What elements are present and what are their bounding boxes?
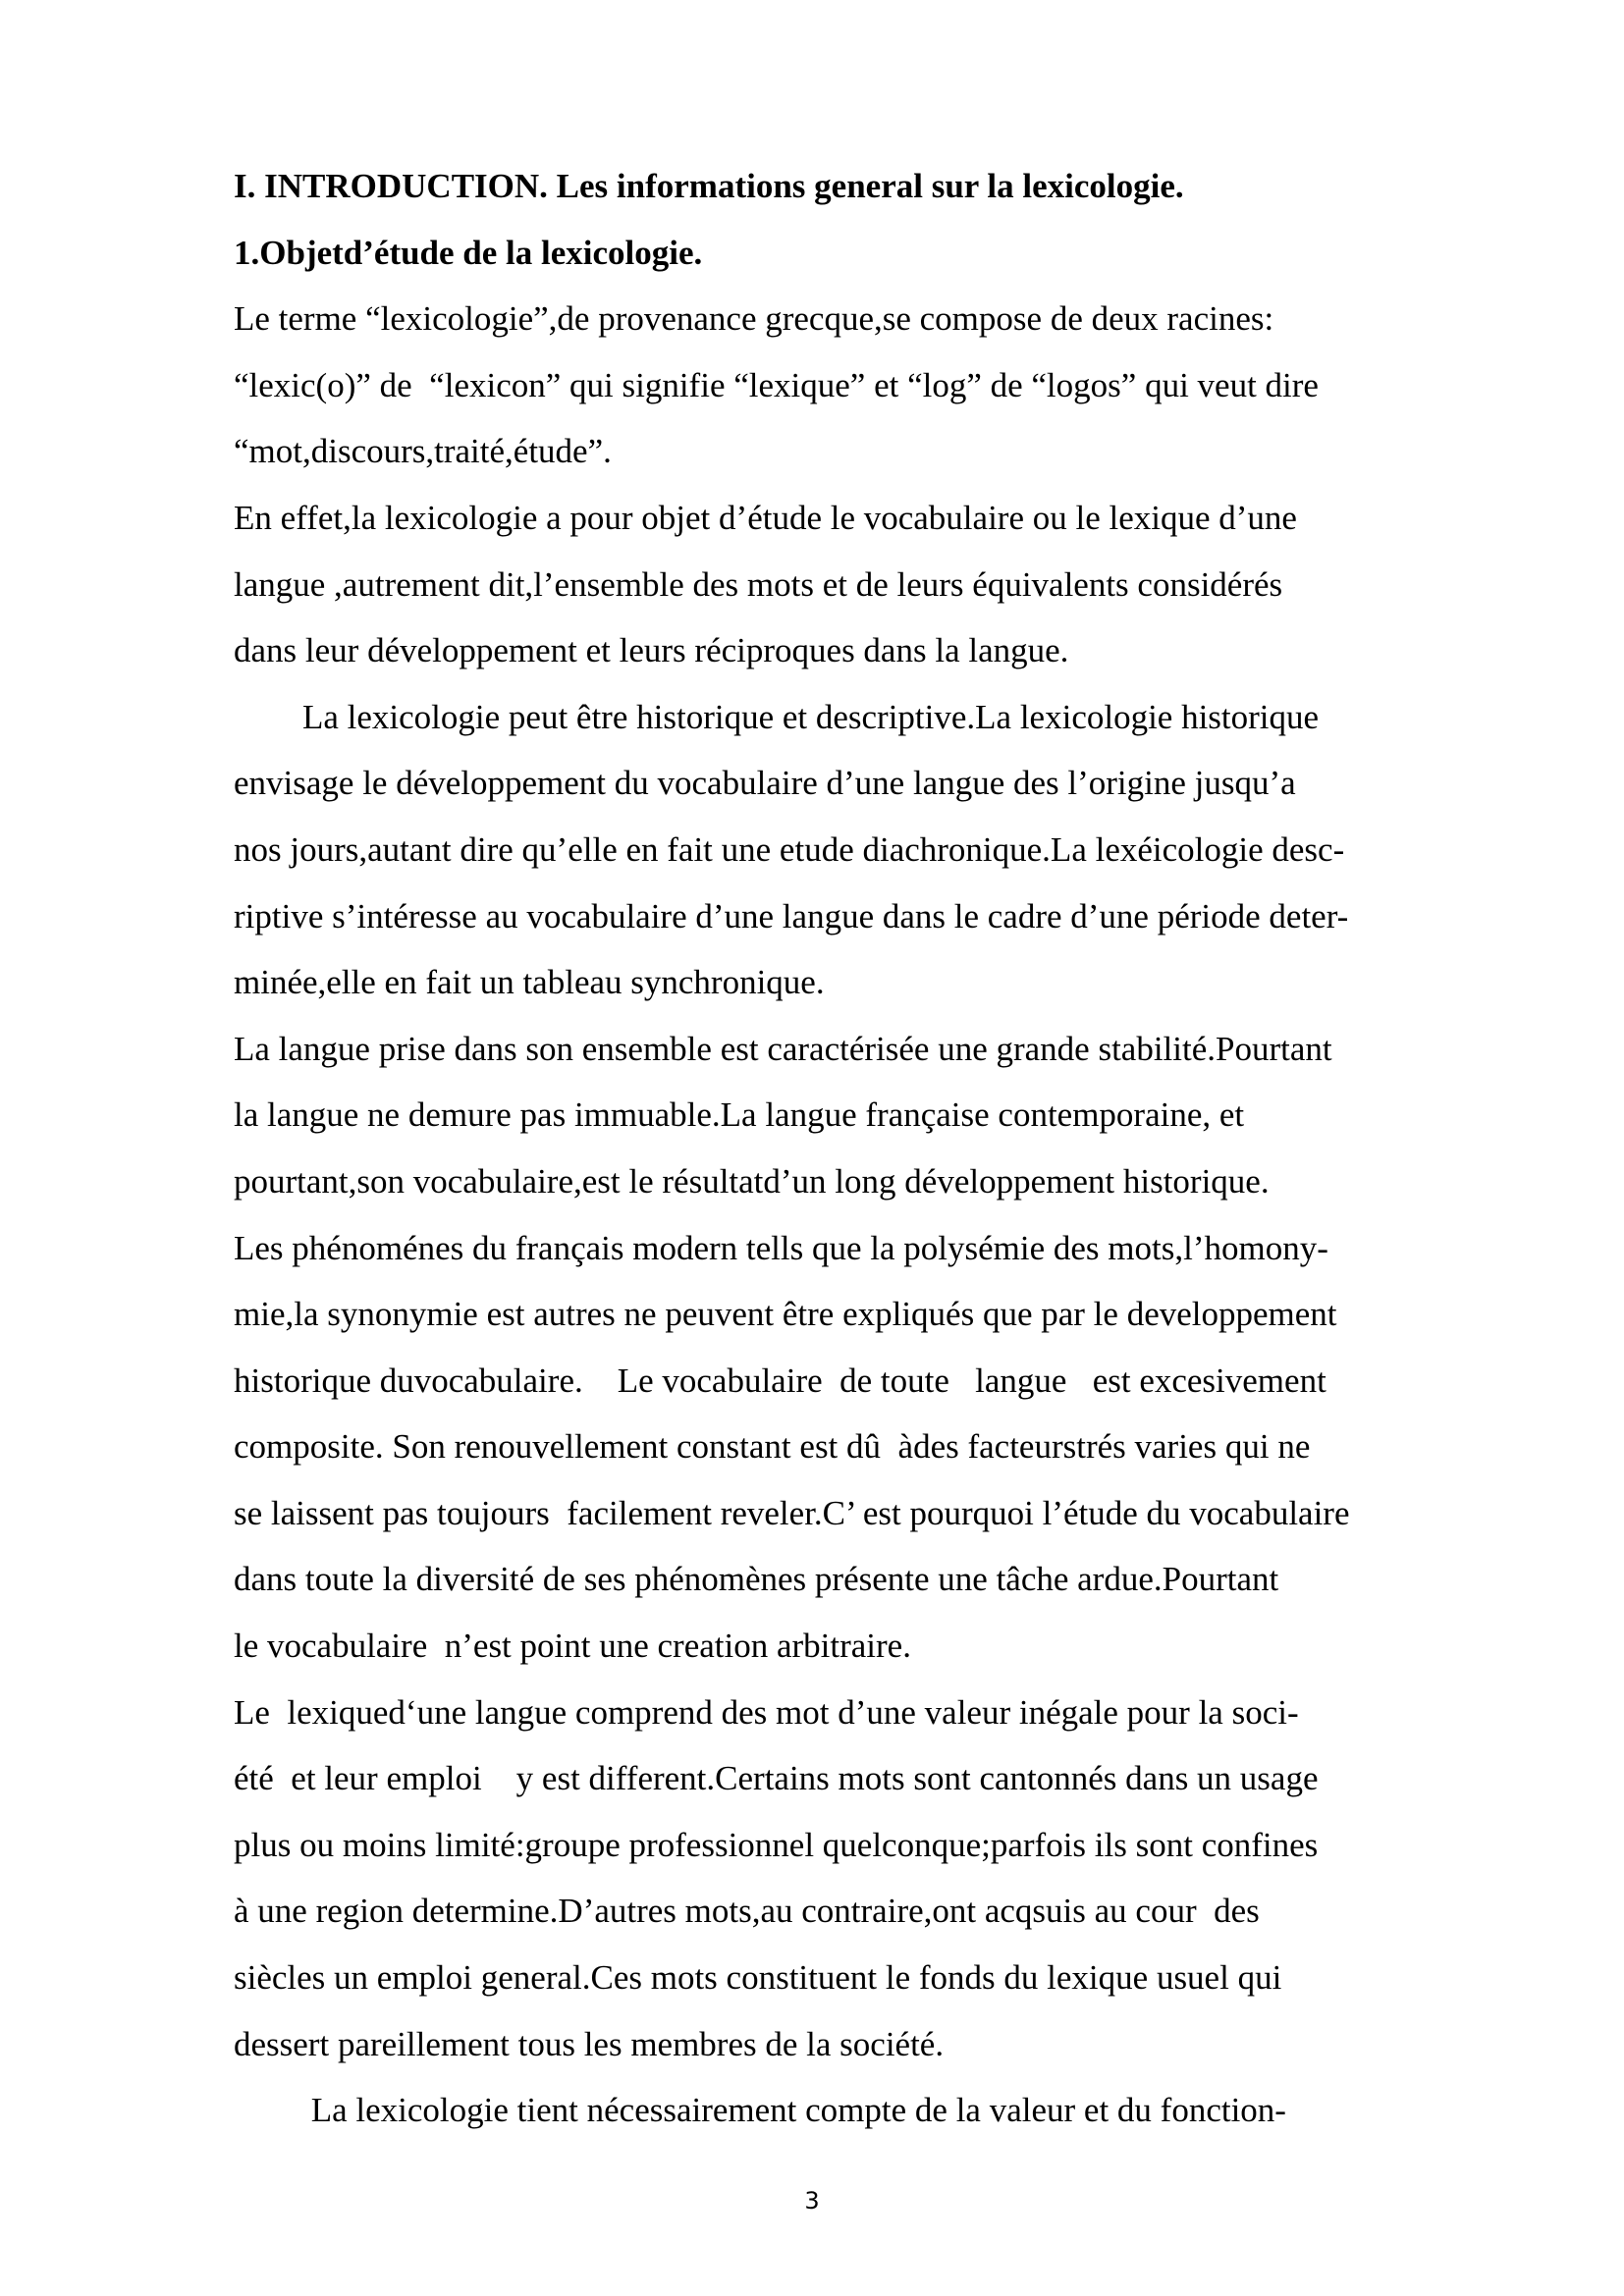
text-line: se laissent pas toujours facilement reveler.C’ est pourquoi l’étude du vocabulaire: [234, 1493, 1350, 1532]
text-line: été et leur emploi y est different.Certains mots sont cantonnés dans un usage: [234, 1759, 1319, 1798]
text-line: “lexic(o)” de “lexicon” qui signifie “lexique” et “log” de “logos” qui veut dire: [234, 365, 1319, 404]
text-line: à une region determine.D’autres mots,au contraire,ont acqsuis au cour des: [234, 1892, 1260, 1931]
text-line: dessert pareillement tous les membres de la société.: [234, 2024, 945, 2063]
text-line: riptive s’intéresse au vocabulaire d’une langue dans le cadre d’une période deter-: [234, 896, 1349, 935]
text-line: La lexicologie peut être historique et descriptive.La lexicologie historique: [234, 697, 1320, 736]
text-line: La lexicologie tient nécessairement compte de la valeur et du fonction-: [234, 2091, 1286, 2130]
text-line: pourtant,son vocabulaire,est le résultatd’un long développement historique.: [234, 1161, 1270, 1201]
text-line: la langue ne demure pas immuable.La langue française contemporaine, et: [234, 1095, 1245, 1135]
text-line: “mot,discours,traité,étude”.: [234, 432, 612, 471]
text-line: composite. Son renouvellement constant est dû àdes facteurstrés varies qui ne: [234, 1427, 1311, 1467]
text-line: nos jours,autant dire qu’elle en fait une etude diachronique.La lexéicologie desc-: [234, 829, 1345, 869]
text-line: historique duvocabulaire. Le vocabulaire de toute langue est excesivement: [234, 1361, 1326, 1400]
section-heading: I. INTRODUCTION. Les informations general sur la lexicologie.: [234, 167, 1184, 205]
text-line: langue ,autrement dit,l’ensemble des mots et de leurs équivalents considérés: [234, 564, 1283, 604]
text-line: dans toute la diversité de ses phénomènes présente une tâche ardue.Pourtant: [234, 1560, 1279, 1599]
document-body: [234, 153, 1490, 2144]
text-line: mie,la synonymie est autres ne peuvent être expliqués que par le developpement: [234, 1295, 1337, 1334]
text-line: Le lexiqued‘une langue comprend des mot d’une valeur inégale pour la soci-: [234, 1692, 1299, 1732]
text-line: Les phénoménes du français modern tells que la polysémie des mots,l’homony-: [234, 1228, 1328, 1267]
text-line: La langue prise dans son ensemble est caractérisée une grande stabilité.Pourtant: [234, 1029, 1332, 1068]
text-line: Le terme “lexicologie”,de provenance grecque,se compose de deux racines:: [234, 299, 1274, 339]
text-line: dans leur développement et leurs réciproques dans la langue.: [234, 631, 1069, 670]
text-line: le vocabulaire n’est point une creation arbitraire.: [234, 1627, 911, 1666]
text-line: plus ou moins limité:groupe professionnel quelconque;parfois ils sont confines: [234, 1825, 1319, 1864]
page-number: 3: [804, 2187, 820, 2215]
text-line: En effet,la lexicologie a pour objet d’étude le vocabulaire ou le lexique d’une: [234, 498, 1297, 537]
text-line: siècles un emploi general.Ces mots constituent le fonds du lexique usuel qui: [234, 1958, 1282, 1998]
text-line: envisage le développement du vocabulaire d’une langue des l’origine jusqu’a: [234, 764, 1296, 803]
text-line: minée,elle en fait un tableau synchronique.: [234, 963, 825, 1002]
subsection-heading: 1.Objetd’étude de la lexicologie.: [234, 233, 703, 272]
